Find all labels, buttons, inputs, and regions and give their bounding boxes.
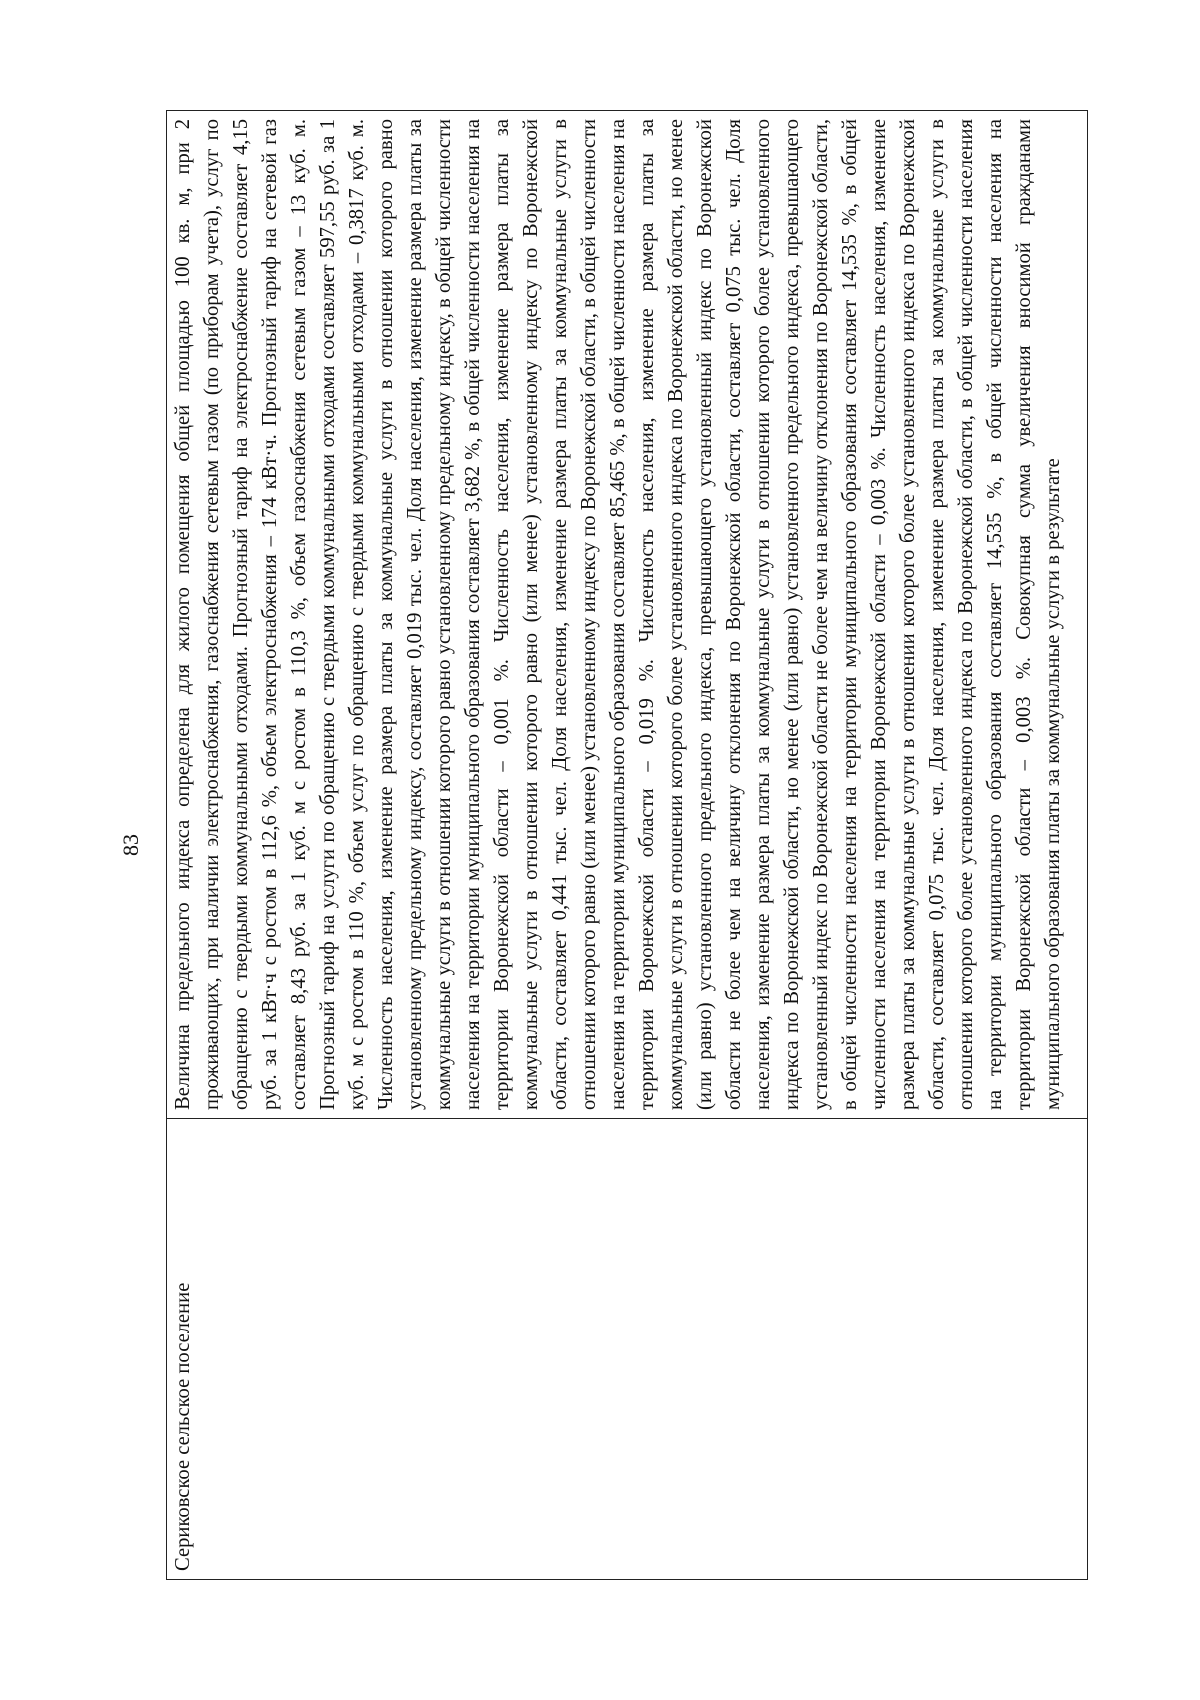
data-table <box>166 110 1088 1580</box>
settlement-name-cell: Сериковское сельское поселение <box>167 1119 1088 1580</box>
description-cell: Величина предельного индекса определена для жилого помещения общей площадью 100 кв. м, при 2 проживающих, при наличии электроснабжения, газоснабжения сетевым газом (по приборам учета), услуг по обращению с твердыми коммунальными отходами. Прогнозный тариф на электроснабжение составляет 4,15 руб. за 1 кВт·ч с ростом в 112,6 %, объем электроснабжения – 174 кВт·ч. Прогнозный тариф на сетевой газ составляет 8,43 руб. за 1 куб. м с ростом в 110,3 %, объем газоснабжения сетевым газом – 13 куб. м. Прогнозный тариф на услуги по обращению с твердыми коммунальными отходами составляет 597,55 руб. за 1 куб. м с ростом в 110 %, объем услуг по обращению с твердыми коммунальными отходами – 0,3817 куб. м. Численность населения, изменение размера платы за коммунальные услуги в отношении которого равно установленному предельному индексу, составляет 0,019 тыс. чел. Доля населения, изменение размера платы за коммунальные услуги в отношении которого равно установленному предельному индексу, в общей численности населения на территории муниципального образования составляет 3,682 %, в общей численности населения на территории Воронежской области – 0,001 %. Численность населения, изменение размера платы за коммунальные услуги в отношении которого равно (или менее) установленному индексу по Воронежской области, составляет 0,441 тыс. чел. Доля населения, изменение размера платы за коммунальные услуги в отношении которого равно (или менее) установленному индексу по Воронежской области, в общей численности населения на территории муниципального образования составляет 85,465 %, в общей численности населения на территории Воронежской области – 0,019 %. Численность населения, изменение размера платы за коммунальные услуги в отношении которого более установленного индекса по Воронежской области, но менее (или равно) установленного предельного индекса, превышающего установленный индекс по Воронежской области не более чем на величину отклонения по Воронежской области, составляет 0,075 тыс. чел. Доля населения, изменение размера платы за коммунальные услуги в отношении которого более установленного индекса по Воронежской области, но менее (или равно) установленного предельного индекса, превышающего установленный индекс по Воронежской области не более чем на величину отклонения по Воронежской области, в общей численности населения на территории муниципального образования составляет 14,535 %, в общей численности населения на территории Воронежской области – 0,003 %. Численность населения, изменение размера платы за коммунальные услуги в отношении которого более установленного индекса по Воронежской области, составляет 0,075 тыс. чел. Доля населения, изменение размера платы за коммунальные услуги в отношении которого более установленного индекса по Воронежской области, в общей численности населения на территории муниципального образования составляет 14,535 %, в общей численности населения на территории Воронежской области – 0,003 %. Совокупная сумма увеличения вносимой гражданами муниципального образования платы за коммунальные услуги в результате <box>167 111 1088 1119</box>
rotated-content <box>108 110 1093 1580</box>
table-row <box>167 111 1088 1580</box>
page-number: 83 <box>118 834 143 856</box>
